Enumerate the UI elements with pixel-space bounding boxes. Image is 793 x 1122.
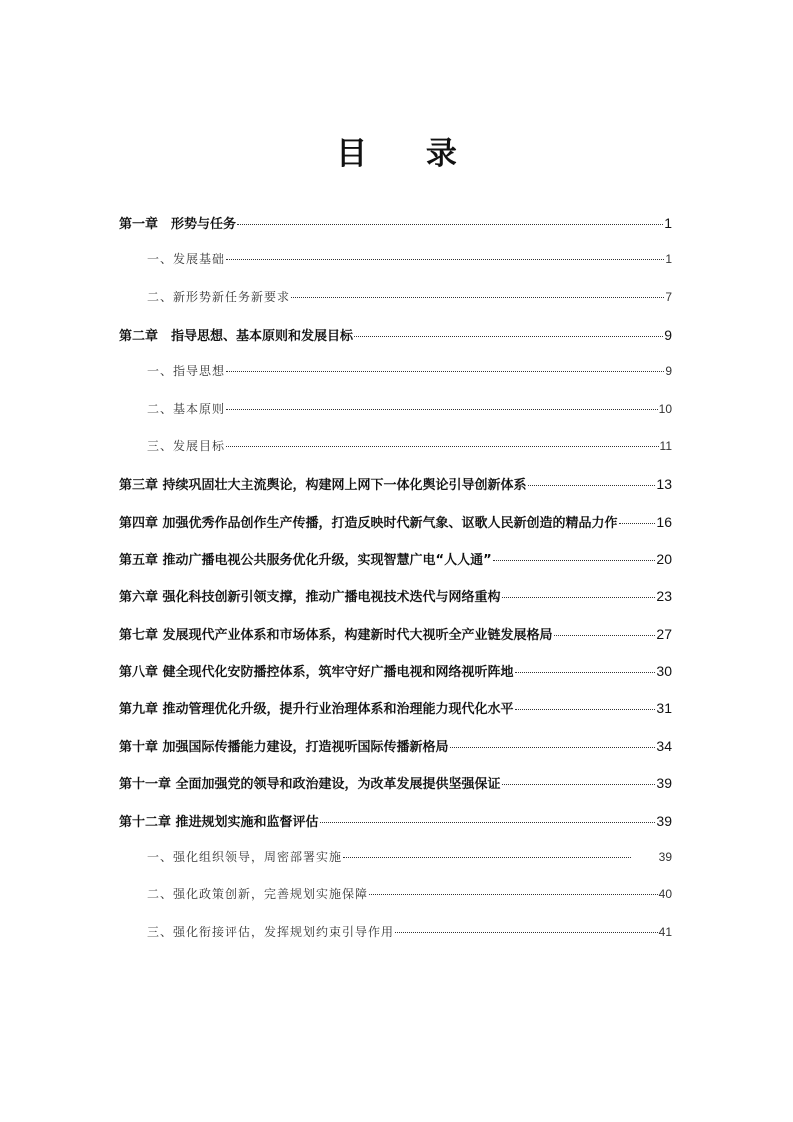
toc-entry-chapter[interactable] (119, 661, 672, 698)
toc-entry-chapter[interactable] (119, 624, 672, 661)
toc-entry-label: 第九章 推动管理优化升级，提升行业治理体系和治理能力现代化水平 (119, 702, 514, 718)
toc-entry-page: 16 (656, 513, 672, 530)
dot-leader (515, 672, 656, 673)
toc-entry-label: 三、强化衔接评估，发挥规划约束引导作用 (147, 924, 395, 939)
toc-entry-section[interactable] (119, 885, 672, 922)
toc-entry-section[interactable] (119, 923, 672, 960)
dot-leader (493, 560, 656, 561)
dot-leader (226, 409, 658, 410)
toc-entry-chapter[interactable] (119, 512, 672, 549)
toc-entry-page: 10 (658, 401, 672, 416)
toc-entry-page: 27 (656, 625, 672, 642)
table-of-contents (119, 213, 672, 960)
toc-entry-label: 一、强化组织领导，周密部署实施 (147, 849, 343, 864)
toc-entry-chapter[interactable] (119, 474, 672, 511)
toc-entry-label: 第二章 指导思想、基本原则和发展目标 (119, 329, 354, 345)
toc-entry-page: 23 (656, 588, 672, 605)
toc-entry-page: 1 (665, 252, 672, 267)
dot-leader (369, 894, 658, 895)
toc-entry-label: 第五章 推动广播电视公共服务优化升级，实现智慧广电“人人通” (119, 553, 492, 569)
toc-entry-page: 30 (656, 663, 672, 680)
dot-leader (515, 709, 656, 710)
dot-leader (502, 784, 656, 785)
dot-leader (226, 371, 664, 372)
toc-entry-page: 39 (656, 775, 672, 792)
toc-entry-label: 二、新形势新任务新要求 (147, 289, 291, 304)
toc-entry-page: 34 (656, 737, 672, 754)
dot-leader (237, 224, 663, 225)
toc-entry-chapter[interactable] (119, 549, 672, 586)
dot-leader (554, 635, 656, 636)
dot-leader (354, 336, 663, 337)
toc-entry-label: 第六章 强化科技创新引领支撑，推动广播电视技术迭代与网络重构 (119, 590, 501, 606)
toc-title: 目 录 (336, 136, 481, 172)
toc-entry-section[interactable] (119, 288, 672, 325)
toc-entry-label: 第八章 健全现代化安防播控体系，筑牢守好广播电视和网络视听阵地 (119, 665, 514, 681)
dot-leader (450, 747, 656, 748)
toc-entry-chapter[interactable] (119, 586, 672, 623)
toc-entry-label: 第四章 加强优秀作品创作生产传播，打造反映时代新气象、讴歌人民新创造的精品力作 (119, 515, 618, 531)
dot-leader (619, 523, 656, 524)
toc-entry-section[interactable] (119, 400, 672, 437)
dot-leader (226, 259, 664, 260)
toc-entry-page: 11 (659, 439, 672, 454)
toc-entry-chapter[interactable] (119, 325, 672, 362)
dot-leader (395, 932, 658, 933)
toc-entry-label: 一、发展基础 (147, 252, 226, 267)
toc-entry-chapter[interactable] (119, 773, 672, 810)
toc-entry-page: 1 (664, 215, 672, 231)
toc-entry-chapter[interactable] (119, 698, 672, 735)
toc-entry-section[interactable] (119, 848, 672, 885)
dot-leader (502, 597, 656, 598)
toc-entry-page: 31 (656, 700, 672, 717)
toc-entry-page: 7 (665, 289, 672, 304)
toc-entry-page: 9 (664, 327, 672, 344)
toc-entry-label: 二、基本原则 (147, 401, 226, 416)
toc-entry-chapter[interactable] (119, 811, 672, 848)
toc-entry-chapter[interactable] (119, 736, 672, 773)
toc-entry-page: 20 (656, 551, 672, 568)
toc-entry-page: 9 (665, 364, 672, 379)
toc-entry-label: 二、强化政策创新，完善规划实施保障 (147, 887, 369, 902)
toc-entry-chapter[interactable] (119, 213, 672, 250)
dot-leader (343, 857, 631, 858)
toc-entry-page: 39 (656, 812, 672, 829)
dot-leader (528, 485, 656, 486)
toc-entry-page: 39 (658, 849, 672, 864)
toc-entry-label: 第十一章 全面加强党的领导和政治建设，为改革发展提供坚强保证 (119, 777, 501, 793)
dot-leader (320, 822, 656, 823)
toc-entry-label: 第十二章 推进规划实施和监督评估 (119, 814, 319, 830)
toc-entry-section[interactable] (119, 250, 672, 287)
dot-leader (226, 446, 659, 447)
toc-entry-section[interactable] (119, 362, 672, 399)
toc-entry-page: 41 (658, 924, 672, 939)
toc-entry-page: 13 (656, 476, 672, 493)
toc-entry-label: 一、指导思想 (147, 364, 226, 379)
dot-leader (291, 297, 664, 298)
toc-entry-label: 第三章 持续巩固壮大主流舆论，构建网上网下一体化舆论引导创新体系 (119, 478, 527, 494)
toc-entry-page: 40 (658, 887, 672, 902)
toc-entry-label: 第一章 形势与任务 (119, 217, 237, 232)
toc-entry-label: 第十章 加强国际传播能力建设，打造视听国际传播新格局 (119, 739, 449, 755)
toc-entry-section[interactable] (119, 437, 672, 474)
toc-entry-label: 三、发展目标 (147, 439, 226, 454)
toc-entry-label: 第七章 发展现代产业体系和市场体系，构建新时代大视听全产业链发展格局 (119, 627, 553, 643)
